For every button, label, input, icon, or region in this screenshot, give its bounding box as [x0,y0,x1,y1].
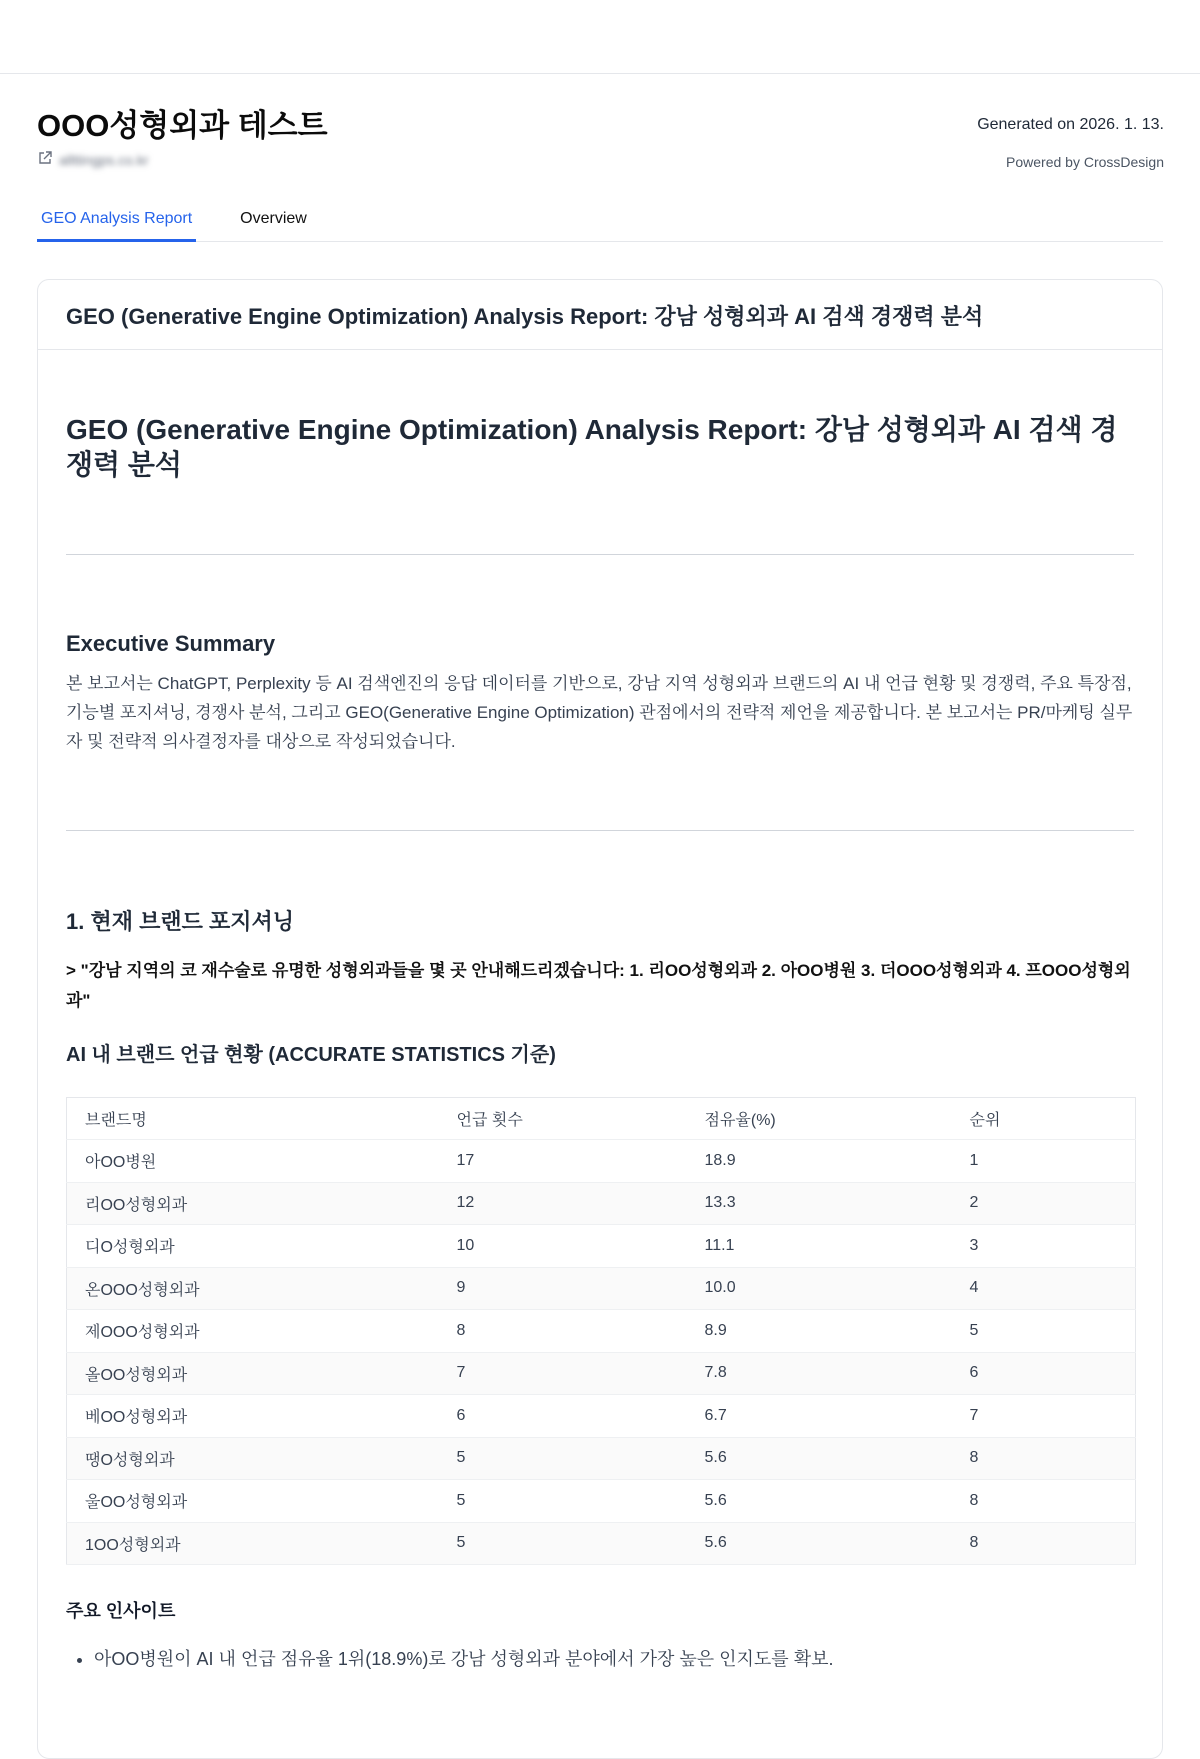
powered-by: Powered by CrossDesign [1006,154,1164,170]
section-1-heading: 1. 현재 브랜드 포지셔닝 [66,909,294,934]
table-cell: 7 [439,1352,687,1395]
table-row [67,1225,1136,1268]
table-row [67,1437,1136,1480]
column-header: 순위 [952,1098,1136,1140]
table-row [67,1395,1136,1438]
table-row [67,1480,1136,1523]
table-cell: 베OO성형외과 [67,1395,439,1438]
table-cell: 아OO병원 [67,1140,439,1183]
executive-summary-heading: Executive Summary [66,631,276,656]
table-cell: 리OO성형외과 [67,1182,439,1225]
report-card [37,279,1163,1759]
column-header: 브랜드명 [67,1098,439,1140]
table-cell: 10 [439,1225,687,1268]
column-header: 언급 횟수 [439,1098,687,1140]
table-cell: 13.3 [687,1182,952,1225]
table-row [67,1352,1136,1395]
table-cell: 온OOO성형외과 [67,1267,439,1310]
tab-bar [37,204,1163,242]
table-cell: 디O성형외과 [67,1225,439,1268]
table-cell: 6.7 [687,1395,952,1438]
executive-summary-text: 본 보고서는 ChatGPT, Perplexity 등 AI 검색엔진의 응답 데이터를 기반으로, 강남 지역 성형외과 브랜드의 AI 내 언급 현황 및 경쟁력, 주요 특장점, 기능별 포지셔닝, 경쟁사 분석, 그리고 GEO(Generative Engine Optimization) 관점에서의 전략적 제언을 제공합니다. 본 보고서는 PR/마케팅 실무자 및 전략적 의사결정자를 대상으로 작성되었습니다. [66,674,1133,751]
table-cell: 땡O성형외과 [67,1437,439,1480]
table-cell: 울OO성형외과 [67,1480,439,1523]
table-cell: 9 [439,1267,687,1310]
table-cell: 5 [439,1480,687,1523]
top-bar [0,0,1200,74]
table-cell: 10.0 [687,1267,952,1310]
site-url: allttingps.co.kr [59,151,149,168]
table-cell: 8.9 [687,1310,952,1353]
table-cell: 17 [439,1140,687,1183]
card-title: GEO (Generative Engine Optimization) Analysis Report: 강남 성형외과 AI 검색 경쟁력 분석 [38,280,1162,350]
table-cell: 11.1 [687,1225,952,1268]
ai-response-quote: > "강남 지역의 코 재수술로 유명한 성형외과들을 몇 곳 안내해드리겠습니다: 1. 리OO성형외과 2. 아OO병원 3. 더OOO성형외과 4. 프OOO성형외과" [66,961,1131,1010]
table-cell: 5 [439,1437,687,1480]
table-cell: 7.8 [687,1352,952,1395]
table-cell: 5.6 [687,1522,952,1565]
table-cell: 8 [952,1522,1136,1565]
divider [66,554,1134,555]
table-cell: 8 [952,1437,1136,1480]
table-cell: 12 [439,1182,687,1225]
table-cell: 제OOO성형외과 [67,1310,439,1353]
generated-date: Generated on 2026. 1. 13. [977,116,1164,133]
table-cell: 6 [952,1352,1136,1395]
tab-geo-analysis-report[interactable]: GEO Analysis Report [37,204,196,242]
external-link-icon [37,150,53,169]
column-header: 점유율(%) [687,1098,952,1140]
table-cell: 3 [952,1225,1136,1268]
report-heading: GEO (Generative Engine Optimization) Analysis Report: 강남 성형외과 AI 검색 경쟁력 분석 [66,414,1118,480]
table-cell: 5 [439,1522,687,1565]
table-cell: 1 [952,1140,1136,1183]
insights-heading: 주요 인사이트 [66,1601,176,1621]
table-cell: 8 [439,1310,687,1353]
table-row [67,1267,1136,1310]
page-title: OOO성형외과 테스트 [37,108,328,143]
divider [66,830,1134,831]
table-cell: 5.6 [687,1437,952,1480]
table-cell: 올OO성형외과 [67,1352,439,1395]
brand-mention-table [66,1097,1136,1565]
table-row [67,1310,1136,1353]
report-content [38,412,1162,1671]
table-row [67,1182,1136,1225]
table-cell: 4 [952,1267,1136,1310]
table-heading: AI 내 브랜드 언급 현황 (ACCURATE STATISTICS 기준) [66,1044,556,1066]
table-cell: 7 [952,1395,1136,1438]
insight-item: • 아OO병원이 AI 내 언급 점유율 1위(18.9%)로 강남 성형외과 분야에서 가장 높은 인지도를 확보. [94,1645,1134,1671]
table-cell: 6 [439,1395,687,1438]
tab-overview[interactable]: Overview [240,210,307,227]
insights-list [66,1645,1134,1671]
table-cell: 2 [952,1182,1136,1225]
table-cell: 18.9 [687,1140,952,1183]
site-link[interactable] [37,150,148,169]
table-cell: 5.6 [687,1480,952,1523]
table-cell: 8 [952,1480,1136,1523]
table-row [67,1140,1136,1183]
table-cell: 1OO성형외과 [67,1522,439,1565]
table-row [67,1522,1136,1565]
table-cell: 5 [952,1310,1136,1353]
